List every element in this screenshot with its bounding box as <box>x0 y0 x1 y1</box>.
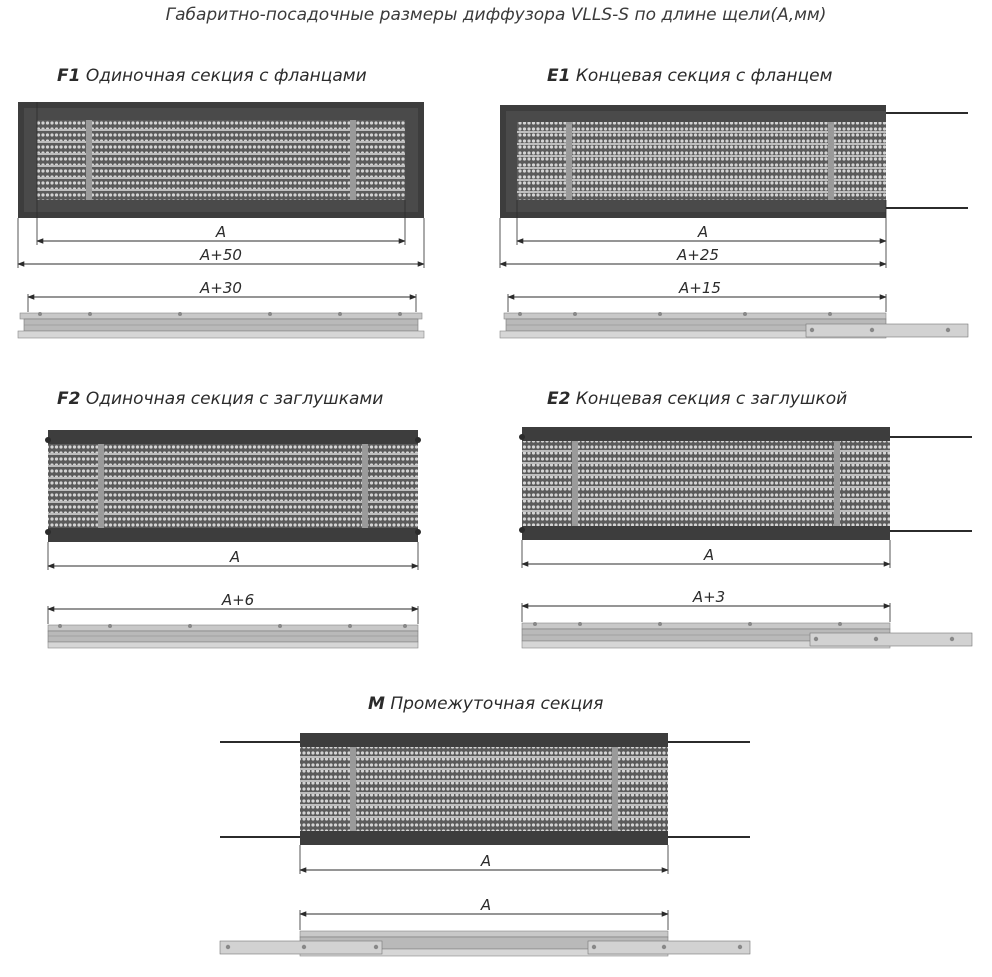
page-title: Габаритно-посадочные размеры диффузора VLLS-S по длине щели(А,мм) <box>165 5 827 25</box>
dimension-label: A+15 <box>679 279 721 297</box>
f2-side-view <box>48 591 418 648</box>
f2-dimension-a <box>48 548 418 566</box>
m-dimension-a <box>300 852 668 870</box>
f1-side-view <box>18 279 424 338</box>
dimension-label: A <box>480 896 492 914</box>
section-name: Одиночная секция с фланцами <box>85 66 367 86</box>
m-side-view <box>220 896 750 956</box>
section-code: M <box>368 694 385 714</box>
e2-front-view <box>519 427 972 568</box>
e1-front-view <box>500 105 968 268</box>
dimension-label: A <box>480 852 492 870</box>
dimension-label: A <box>215 223 227 241</box>
e2-side-view <box>522 588 972 648</box>
dimension-label: A <box>229 548 241 566</box>
section-name: Концевая секция с заглушкой <box>575 389 848 409</box>
section-name: Промежуточная секция <box>390 694 604 714</box>
dimension-label: A+30 <box>200 279 242 297</box>
section-code: F1 <box>57 66 81 86</box>
dimension-label: A+6 <box>221 591 255 609</box>
section-code: E2 <box>547 389 571 409</box>
section-name: Одиночная секция с заглушками <box>85 389 384 409</box>
e1-side-view <box>500 279 968 338</box>
e1-dimension-a25 <box>500 246 886 264</box>
dimension-label: A <box>703 546 715 564</box>
section-name: Концевая секция с фланцем <box>575 66 833 86</box>
dimension-label: A+3 <box>692 588 726 606</box>
dimension-label: A+25 <box>677 246 719 264</box>
section-code: E1 <box>547 66 571 86</box>
section-code: F2 <box>57 389 81 409</box>
f1-dimension-a <box>37 223 405 241</box>
dimension-label: A+50 <box>200 246 242 264</box>
e2-dimension-a <box>522 546 890 564</box>
f1-dimension-a50 <box>18 246 424 264</box>
dimension-label: A <box>697 223 709 241</box>
f1-front-view <box>18 102 424 268</box>
e1-dimension-a <box>517 223 886 241</box>
